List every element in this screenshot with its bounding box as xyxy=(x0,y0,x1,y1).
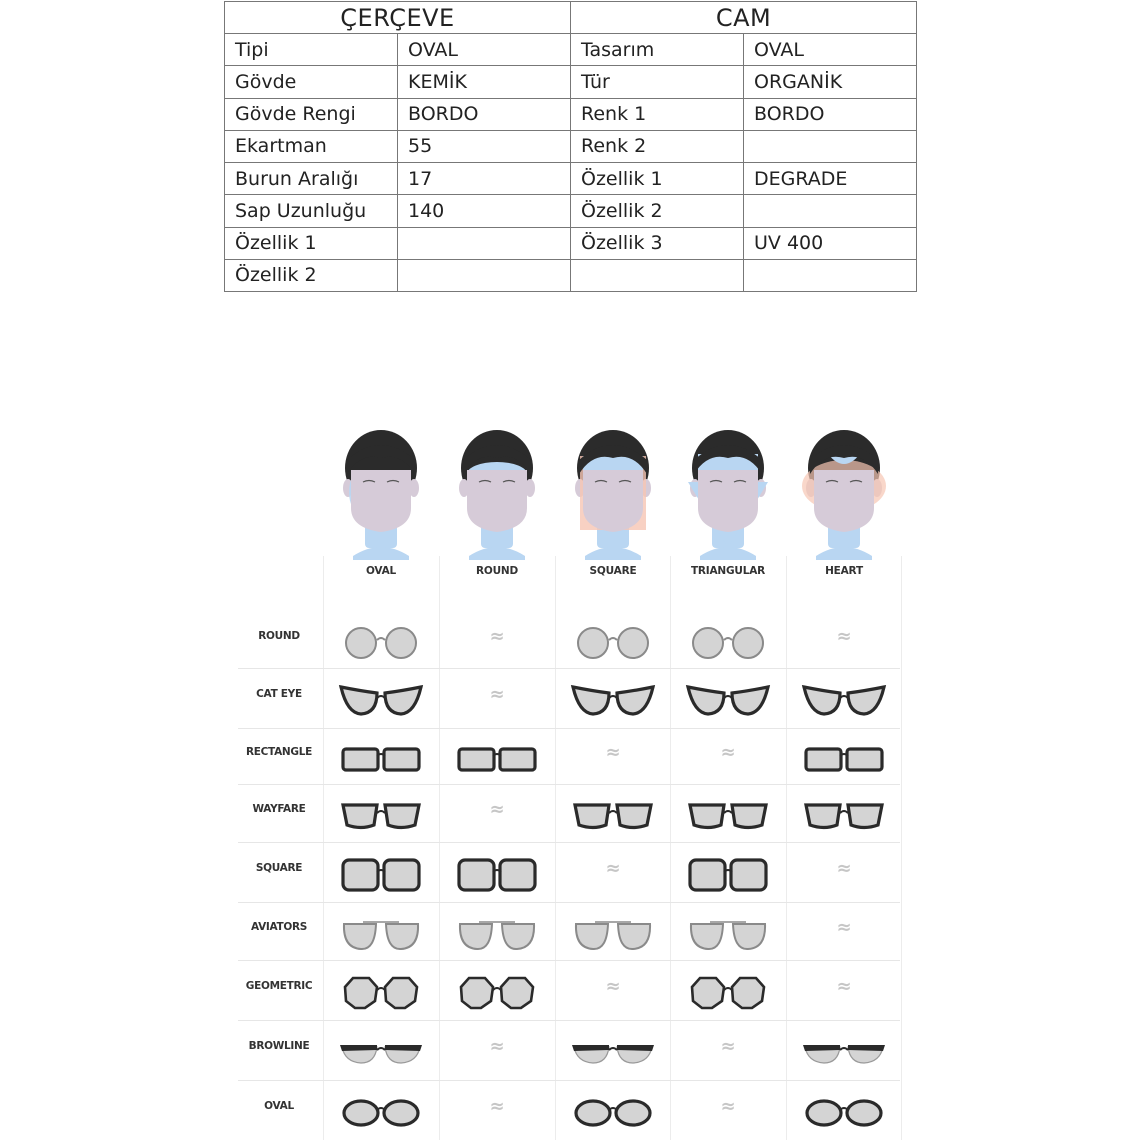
not-recommended-mark: ≈ xyxy=(720,1036,736,1057)
frame-attribute-label: Tipi xyxy=(225,34,398,66)
glasses-round-icon xyxy=(578,628,648,658)
frame-attribute-value xyxy=(398,259,571,291)
face-illustration xyxy=(688,430,768,560)
face-shape-label: HEART xyxy=(825,565,863,577)
glasses-aviator-icon xyxy=(460,922,534,949)
not-recommended-mark: ≈ xyxy=(605,742,621,763)
grid-row-divider xyxy=(238,1020,900,1021)
lens-attribute-value: UV 400 xyxy=(744,227,917,259)
lens-attribute-label: Tür xyxy=(571,66,744,98)
frame-style-label: SQUARE xyxy=(255,862,303,874)
frame-style-label: GEOMETRIC xyxy=(245,980,313,992)
face-shape-label: ROUND xyxy=(475,565,519,577)
glasses-geometric-icon xyxy=(345,978,417,1008)
glasses-wayfare-icon xyxy=(806,805,882,828)
not-recommended-mark: ≈ xyxy=(489,1096,505,1117)
face-shape-label: SQUARE xyxy=(589,565,637,577)
spec-row xyxy=(225,163,917,195)
glasses-wayfare-icon xyxy=(343,805,419,828)
spec-row xyxy=(225,66,917,98)
glasses-round-icon xyxy=(693,628,763,658)
glasses-cateye-icon xyxy=(804,687,884,714)
face-illustration xyxy=(343,430,419,560)
grid-row-divider xyxy=(238,728,900,729)
spec-table-body xyxy=(225,34,917,292)
face-illustration xyxy=(802,430,886,560)
glasses-square-icon xyxy=(343,860,419,890)
glasses-geometric-icon xyxy=(461,978,533,1008)
lens-attribute-value: OVAL xyxy=(744,34,917,66)
not-recommended-mark: ≈ xyxy=(836,917,852,938)
frame-attribute-label: Sap Uzunluğu xyxy=(225,195,398,227)
spec-table xyxy=(224,1,917,292)
grid-row-divider xyxy=(238,902,900,903)
frame-attribute-value: KEMİK xyxy=(398,66,571,98)
glasses-rectangle-icon xyxy=(343,749,419,770)
not-recommended-mark: ≈ xyxy=(836,626,852,647)
glasses-rectangle-icon xyxy=(806,749,882,770)
grid-column-divider xyxy=(555,556,556,1140)
lens-attribute-label: Tasarım xyxy=(571,34,744,66)
not-recommended-mark: ≈ xyxy=(605,976,621,997)
lens-attribute-label: Özellik 1 xyxy=(571,163,744,195)
frame-header: ÇERÇEVE xyxy=(225,2,571,34)
glasses-oval-icon xyxy=(344,1101,418,1125)
frame-style-label: ROUND xyxy=(258,630,300,642)
glasses-square-icon xyxy=(459,860,535,890)
face-illustration xyxy=(459,430,535,560)
lens-attribute-label xyxy=(571,259,744,291)
grid-row-divider xyxy=(238,960,900,961)
grid-row-divider xyxy=(238,842,900,843)
glasses-aviator-icon xyxy=(344,922,418,949)
glasses-cateye-icon xyxy=(688,687,768,714)
glasses-rectangle-icon xyxy=(459,749,535,770)
lens-attribute-value: DEGRADE xyxy=(744,163,917,195)
lens-attribute-value xyxy=(744,259,917,291)
frame-style-label: WAYFARE xyxy=(252,803,306,815)
grid-row-divider xyxy=(238,1080,900,1081)
glasses-browline-icon xyxy=(340,1045,422,1063)
glasses-square-icon xyxy=(690,860,766,890)
frame-style-label: CAT EYE xyxy=(256,688,302,700)
frame-attribute-value: 140 xyxy=(398,195,571,227)
not-recommended-mark: ≈ xyxy=(836,976,852,997)
not-recommended-mark: ≈ xyxy=(605,858,621,879)
frame-attribute-value: 17 xyxy=(398,163,571,195)
frame-attribute-value: BORDO xyxy=(398,98,571,130)
face-shape-label: OVAL xyxy=(365,565,397,577)
spec-row xyxy=(225,34,917,66)
grid-column-divider xyxy=(323,556,324,1140)
glasses-geometric-icon xyxy=(692,978,764,1008)
glasses-aviator-icon xyxy=(691,922,765,949)
grid-row-divider xyxy=(238,784,900,785)
grid-row-divider xyxy=(238,668,900,669)
frame-style-label: BROWLINE xyxy=(248,1040,310,1052)
not-recommended-mark: ≈ xyxy=(489,1036,505,1057)
spec-table-header-row xyxy=(225,2,917,34)
grid-column-divider xyxy=(901,556,902,1140)
lens-attribute-value: ORGANİK xyxy=(744,66,917,98)
glasses-wayfare-icon xyxy=(690,805,766,828)
lens-attribute-label: Renk 1 xyxy=(571,98,744,130)
frame-attribute-label: Burun Aralığı xyxy=(225,163,398,195)
glasses-round-icon xyxy=(346,628,416,658)
frame-attribute-value: 55 xyxy=(398,130,571,162)
face-illustration xyxy=(575,430,651,560)
spec-row xyxy=(225,195,917,227)
not-recommended-mark: ≈ xyxy=(489,626,505,647)
glasses-wayfare-icon xyxy=(575,805,651,828)
not-recommended-mark: ≈ xyxy=(836,858,852,879)
lens-header: CAM xyxy=(571,2,917,34)
frame-attribute-label: Özellik 2 xyxy=(225,259,398,291)
grid-column-divider xyxy=(670,556,671,1140)
face-shape-label: TRIANGULAR xyxy=(690,565,766,577)
lens-attribute-value xyxy=(744,130,917,162)
glasses-aviator-icon xyxy=(576,922,650,949)
glasses-oval-icon xyxy=(807,1101,881,1125)
spec-row xyxy=(225,227,917,259)
glasses-browline-icon xyxy=(572,1045,654,1063)
spec-row xyxy=(225,259,917,291)
lens-attribute-label: Özellik 2 xyxy=(571,195,744,227)
spec-row xyxy=(225,130,917,162)
lens-attribute-label: Özellik 3 xyxy=(571,227,744,259)
lens-attribute-label: Renk 2 xyxy=(571,130,744,162)
frame-style-label: RECTANGLE xyxy=(245,746,312,758)
lens-attribute-value: BORDO xyxy=(744,98,917,130)
grid-column-divider xyxy=(439,556,440,1140)
frame-attribute-label: Gövde Rengi xyxy=(225,98,398,130)
glasses-oval-icon xyxy=(576,1101,650,1125)
glasses-cateye-icon xyxy=(573,687,653,714)
frame-attribute-label: Gövde xyxy=(225,66,398,98)
glasses-browline-icon xyxy=(803,1045,885,1063)
frame-style-label: OVAL xyxy=(264,1100,294,1112)
frame-attribute-value xyxy=(398,227,571,259)
not-recommended-mark: ≈ xyxy=(489,799,505,820)
frame-attribute-label: Özellik 1 xyxy=(225,227,398,259)
frame-attribute-value: OVAL xyxy=(398,34,571,66)
grid-column-divider xyxy=(786,556,787,1140)
spec-row xyxy=(225,98,917,130)
not-recommended-mark: ≈ xyxy=(720,1096,736,1117)
not-recommended-mark: ≈ xyxy=(489,684,505,705)
frame-style-label: AVIATORS xyxy=(250,921,308,933)
not-recommended-mark: ≈ xyxy=(720,742,736,763)
lens-attribute-value xyxy=(744,195,917,227)
glasses-cateye-icon xyxy=(341,687,421,714)
frame-attribute-label: Ekartman xyxy=(225,130,398,162)
